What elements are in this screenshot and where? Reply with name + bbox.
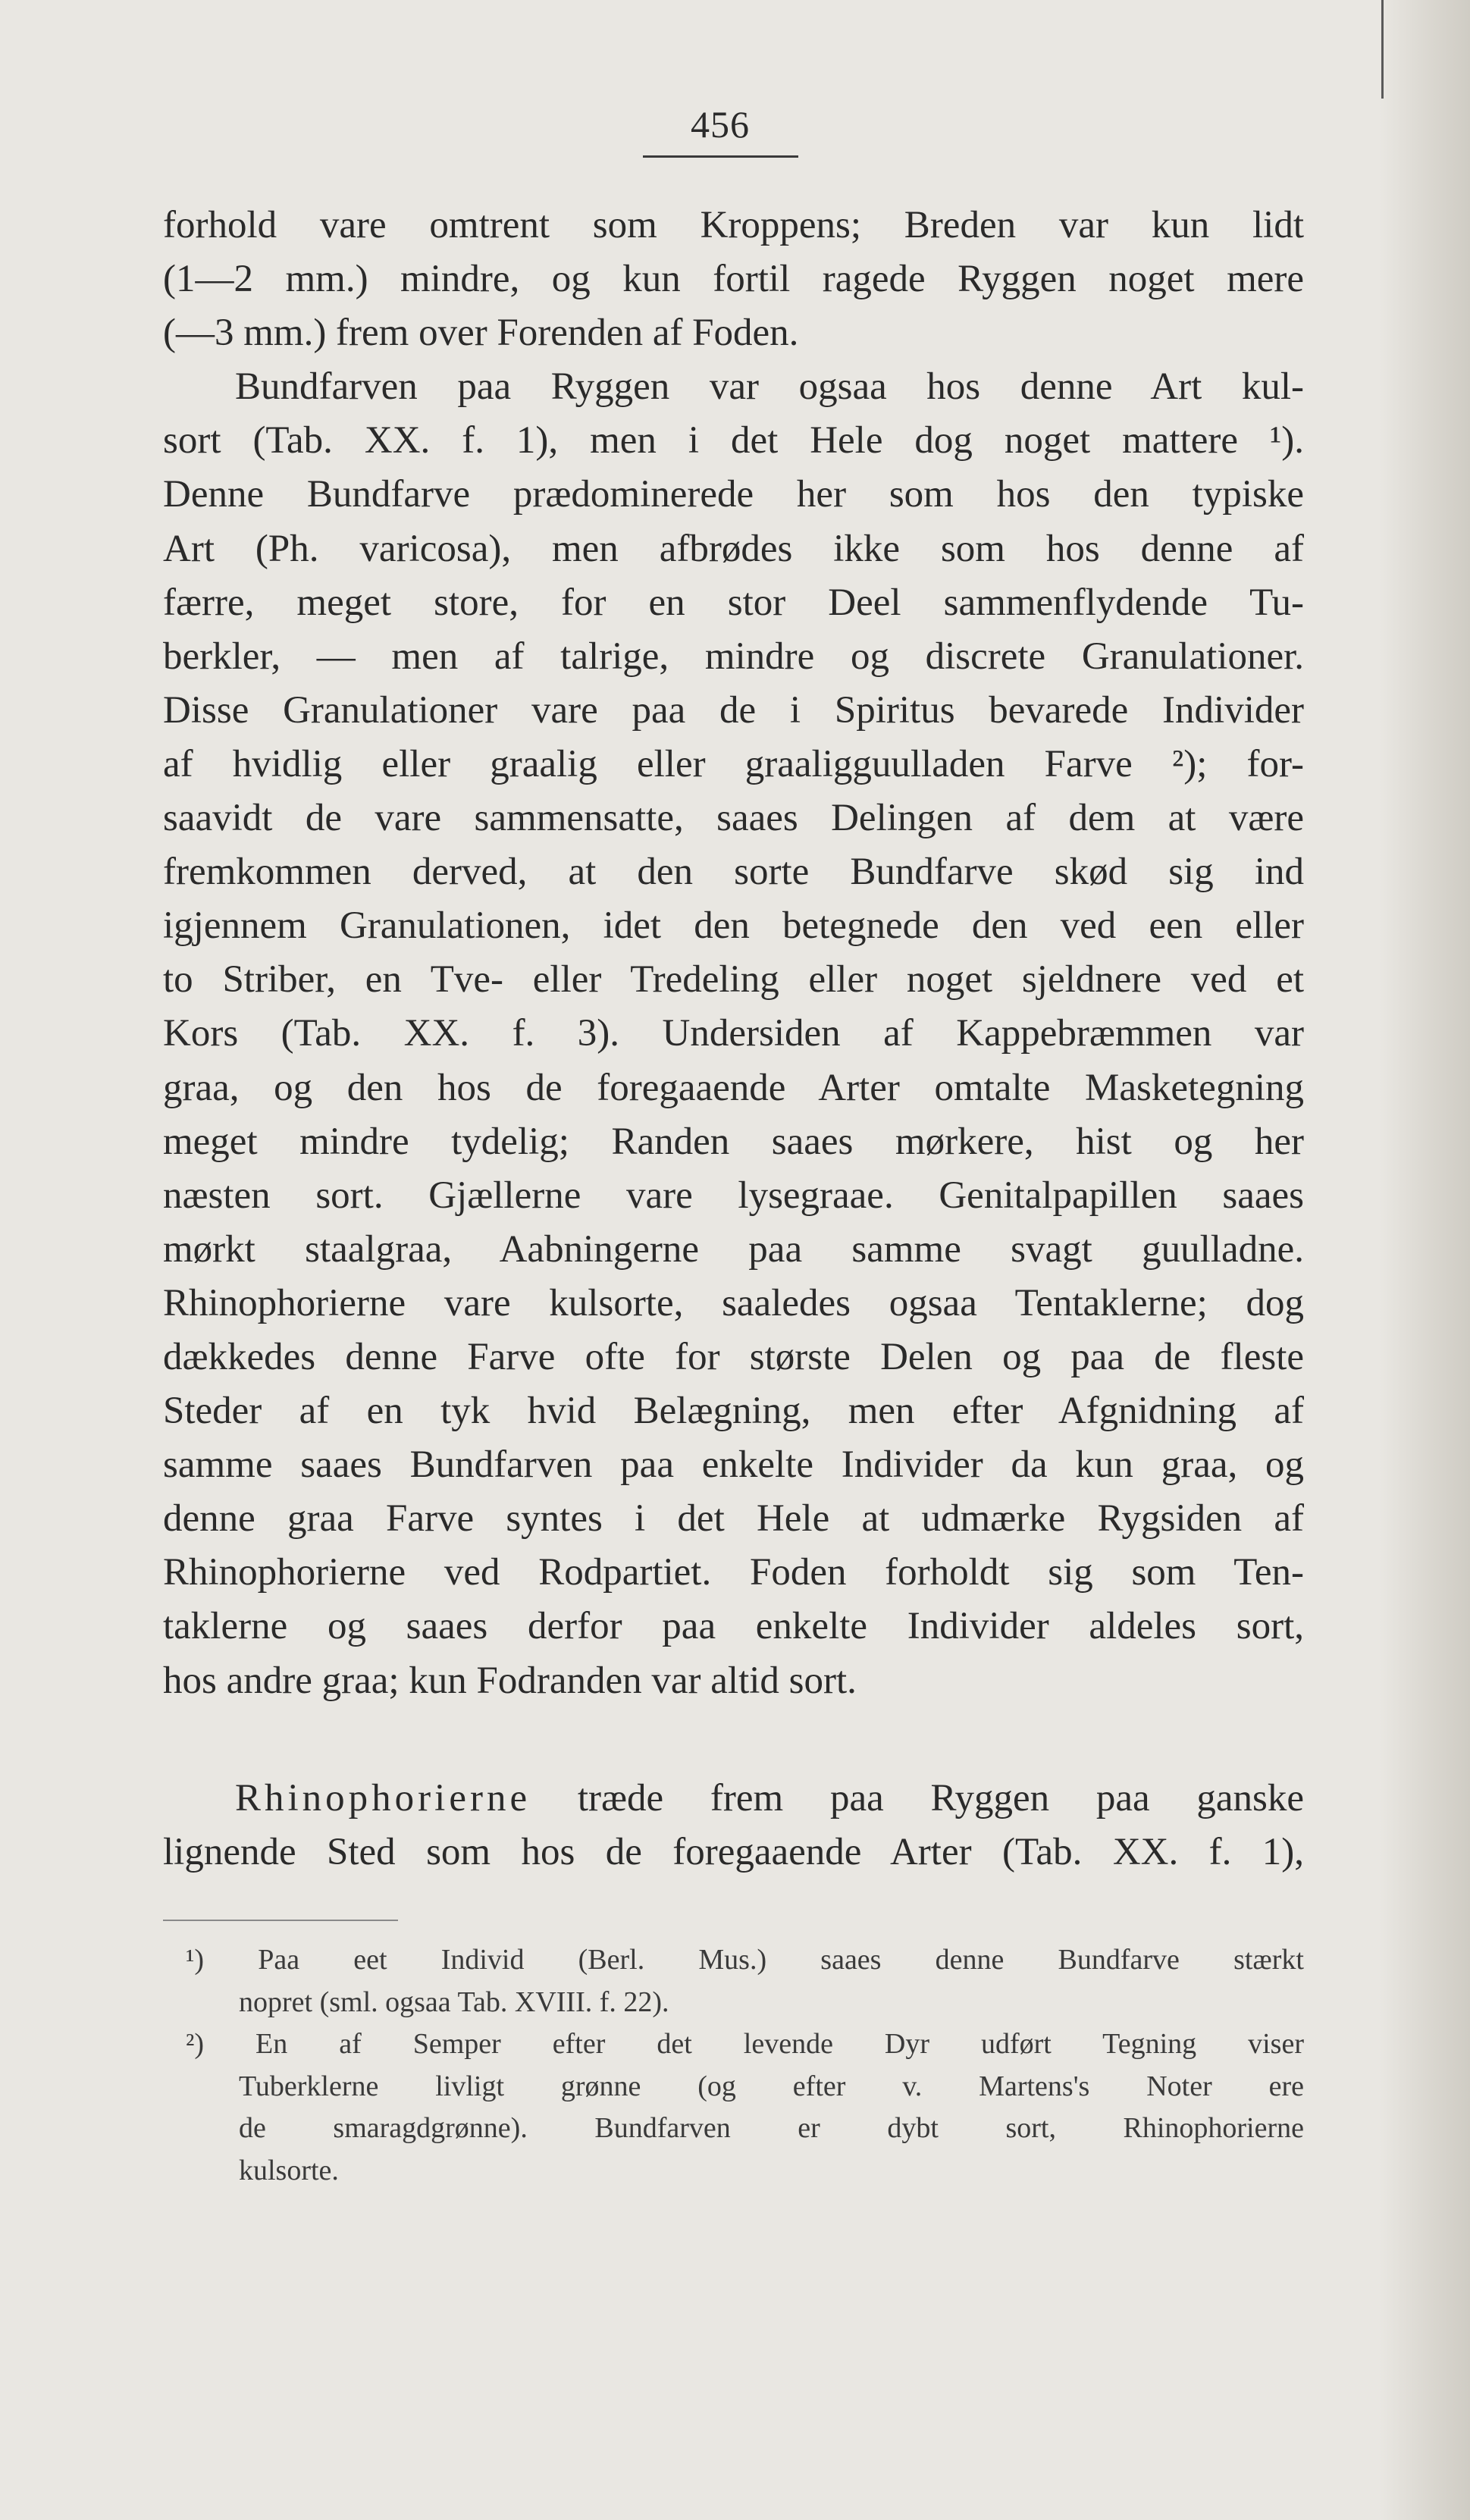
spaced-term: Rhinophorierne bbox=[235, 1776, 531, 1819]
text-line: Bundfarven paa Ryggen var ogsaa hos denne Art kul- bbox=[235, 365, 1304, 409]
paragraph-gap bbox=[163, 1708, 1304, 1772]
footnote-2-line: Tuberklerne livligt grønne (og efter v. Martens's Noter ere bbox=[239, 2070, 1304, 2102]
text-line: mørkt staalgraa, Aabningerne paa samme svagt guulladne. bbox=[163, 1227, 1304, 1271]
text-line: Denne Bundfarve prædominerede her som hos den typiske bbox=[163, 473, 1304, 516]
text-line: igjennem Granulationen, idet den betegnede den ved een eller bbox=[163, 904, 1304, 948]
text-line: Rhinophorierne vare kulsorte, saaledes ogsaa Tentaklerne; dog bbox=[163, 1281, 1304, 1324]
text-line: (1—2 mm.) mindre, og kun fortil ragede Ryggen noget mere bbox=[163, 258, 1304, 301]
text-line: lignende Sted som hos de foregaaende Arter (Tab. XX. f. 1), bbox=[163, 1830, 1304, 1873]
text-line: taklerne og saaes derfor paa enkelte Individer aldeles sort, bbox=[163, 1605, 1304, 1648]
text-fragment: træde frem paa Ryggen paa ganske bbox=[531, 1776, 1304, 1819]
main-text bbox=[163, 199, 1304, 1879]
text-line: denne graa Farve syntes i det Hele at udmærke Rygsiden af bbox=[163, 1497, 1304, 1541]
page-number: 456 bbox=[691, 103, 750, 146]
footnote-1-line: nopret (sml. ogsaa Tab. XVIII. f. 22). bbox=[239, 1986, 669, 2018]
text-line: af hvidlig eller graalig eller graaligguulladen Farve ²); for- bbox=[163, 742, 1304, 785]
text-line: Rhinophorierne ved Rodpartiet. Foden forholdt sig som Ten- bbox=[163, 1551, 1304, 1594]
text-line: fremkommen derved, at den sorte Bundfarve skød sig ind bbox=[163, 851, 1304, 894]
text-line: Steder af en tyk hvid Belægning, men efter Afgnidning af bbox=[163, 1390, 1304, 1433]
text-line: berkler, — men af talrige, mindre og discrete Granulationer. bbox=[163, 635, 1304, 678]
footnotes bbox=[163, 1939, 1304, 2192]
text-line: (—3 mm.) frem over Forenden af Foden. bbox=[163, 312, 799, 355]
text-line: forhold vare omtrent som Kroppens; Breden var kun lidt bbox=[163, 204, 1304, 246]
text-line: saavidt de vare sammensatte, saaes Delingen af dem at være bbox=[163, 797, 1304, 840]
text-line: Art (Ph. varicosa), men afbrødes ikke som hos denne af bbox=[163, 527, 1304, 570]
text-line: næsten sort. Gjællerne vare lysegraae. Genitalpapillen saaes bbox=[163, 1174, 1304, 1217]
text-line bbox=[163, 1772, 1304, 1826]
text-line: meget mindre tydelig; Randen saaes mørkere, hist og her bbox=[163, 1120, 1304, 1163]
text-line: Disse Granulationer vare paa de i Spiritus bevarede Individer bbox=[163, 688, 1304, 732]
text-line: sort (Tab. XX. f. 1), men i det Hele dog noget mattere ¹). bbox=[163, 419, 1304, 462]
text-line: dækkedes denne Farve ofte for største Delen og paa de fleste bbox=[163, 1335, 1304, 1378]
text-line: hos andre graa; kun Fodranden var altid sort. bbox=[163, 1659, 857, 1702]
text-line: to Striber, en Tve- eller Tredeling eller noget sjeldnere ved et bbox=[163, 958, 1304, 1001]
text-line: samme saaes Bundfarven paa enkelte Individer da kun graa, og bbox=[163, 1443, 1304, 1487]
text-line: graa, og den hos de foregaaende Arter omtalte Masketegning bbox=[163, 1066, 1304, 1109]
page-edge-shadow bbox=[1379, 0, 1470, 2520]
footnote-2-line: de smaragdgrønne). Bundfarven er dybt sort, Rhinophorierne bbox=[239, 2112, 1304, 2144]
footnote-2-line: ²) En af Semper efter det levende Dyr udført Tegning viser bbox=[186, 2028, 1304, 2060]
footnote-separator bbox=[163, 1920, 398, 1921]
page-edge-line bbox=[1381, 0, 1384, 99]
footnote-1-line: ¹) Paa eet Individ (Berl. Mus.) saaes denne Bundfarve stærkt bbox=[186, 1944, 1304, 1976]
text-line: færre, meget store, for en stor Deel sammenflydende Tu- bbox=[163, 581, 1304, 624]
page-number-rule bbox=[643, 155, 798, 158]
text-line: Kors (Tab. XX. f. 3). Undersiden af Kappebræmmen var bbox=[163, 1012, 1304, 1055]
footnote-2-line: kulsorte. bbox=[239, 2154, 339, 2186]
